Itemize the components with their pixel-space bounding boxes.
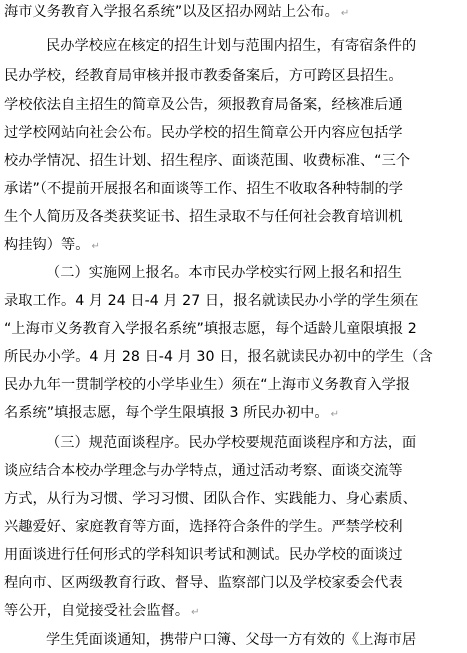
text-line: 过学校网站向社会公布。民办学校的招生简章公开内容应包括学	[4, 125, 403, 141]
text-line: 方式，从行为习惯、学习习惯、团队合作、实践能力、身心素质、	[4, 491, 417, 507]
text-line: 用面谈进行任何形式的学科知识考试和测试。民办学校的面谈过	[4, 547, 403, 563]
paragraph-mark-icon: ↵	[340, 8, 350, 19]
paragraph-mark-icon: ↵	[191, 607, 200, 618]
text-line: 名系统”填报志愿，每个学生限填报 3 所民办初中。 ↵	[4, 405, 340, 421]
text-line: 承诺”（不提前开展报名和面谈等工作、招生不收取各种特制的学	[4, 181, 403, 197]
text-line: （二）实施网上报名。本市民办学校实行网上报名和招生	[46, 265, 402, 281]
text-line: 学生凭面谈通知，携带户口簿、父母一方有效的《上海市居	[46, 632, 417, 648]
text-line: 学校依法自主招生的简章及公告，须报教育局备案，经核准后通	[4, 97, 403, 113]
text-line: 海市义务教育入学报名系统”以及区招办网站上公布。 ↵	[4, 4, 350, 20]
text-line: “上海市义务教育入学报名系统”填报志愿，每个适龄儿童限填报 2	[4, 321, 417, 337]
text-line: 民办学校，经教育局审核并报市教委备案后，方可跨区县招生。	[4, 68, 403, 84]
text-line: 生个人简历及各类获奖证书、招生录取不与任何社会教育培训机	[4, 209, 403, 225]
text-line: 程向市、区两级教育行政、督导、监察部门以及学校家委会代表	[4, 575, 403, 591]
text-line: 构挂钩）等。 ↵	[4, 237, 100, 253]
paragraph-mark-icon: ↵	[330, 409, 340, 420]
text-line: 民办九年一贯制学校的小学毕业生）须在“上海市义务教育入学报	[4, 377, 411, 393]
text-line: 校办学情况、招生计划、招生程序、面谈范围、收费标准、“三个	[4, 153, 411, 169]
text-line: （三）规范面谈程序。民办学校要规范面谈程序和方法，面	[46, 435, 417, 451]
text-line: 谈应结合本校办学理念与办学特点，通过活动考察、面谈交流等	[4, 463, 403, 479]
paragraph-mark-icon: ↵	[91, 241, 100, 252]
text-line: 兴趣爱好、家庭教育等方面，选择符合条件的学生。严禁学校利	[4, 519, 403, 535]
text-line: 民办学校应在核定的招生计划与范围内招生，有寄宿条件的	[46, 38, 417, 54]
text-line: 等公开，自觉接受社会监督。 ↵	[4, 603, 200, 619]
text-line: 所民办小学。4 月 28 日-4 月 30 日，报名就读民办初中的学生（含	[4, 349, 433, 365]
text-line: 录取工作。4 月 24 日-4 月 27 日，报名就读民办小学的学生须在	[4, 293, 419, 309]
